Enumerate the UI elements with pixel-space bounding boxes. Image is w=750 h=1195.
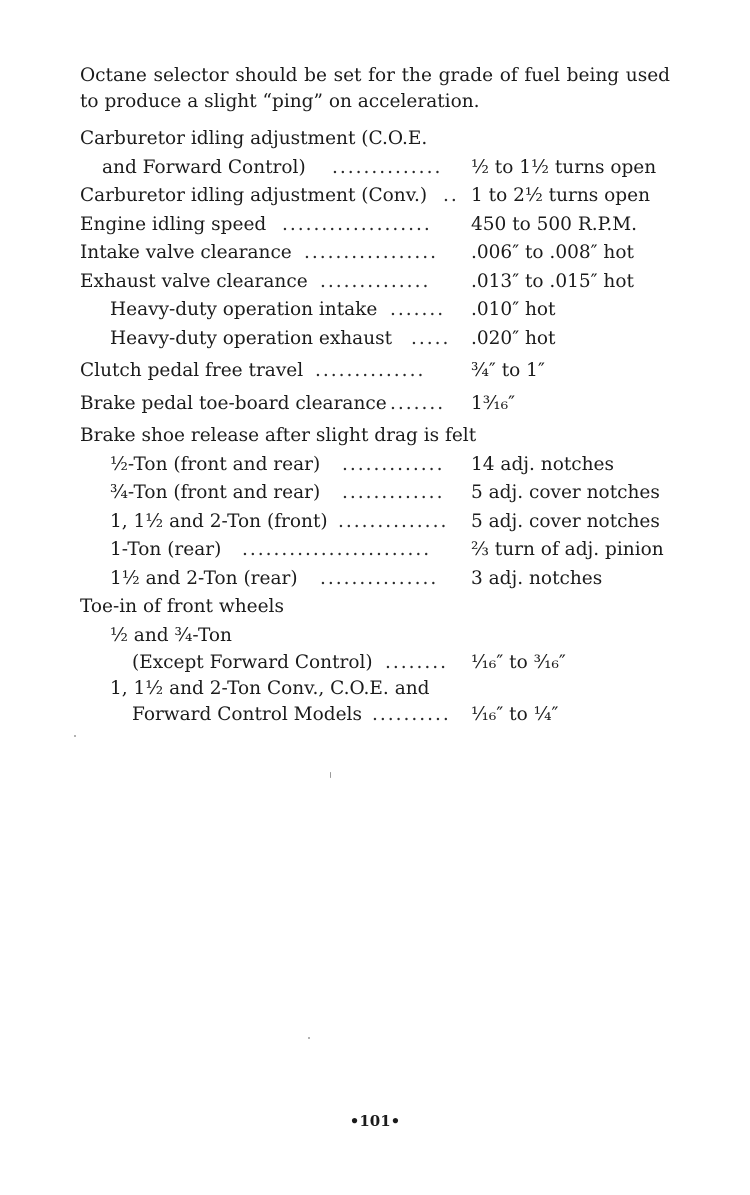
- spec-row: [80, 676, 680, 702]
- spec-value: ⅔ turn of adj. pinion: [471, 539, 664, 560]
- spec-row: [80, 593, 680, 622]
- spec-row: [80, 479, 680, 508]
- spec-row: [80, 650, 680, 676]
- spec-row: [80, 508, 680, 537]
- spec-value: 5 adj. cover notches: [471, 482, 660, 503]
- spec-value: .013″ to .015″ hot: [471, 270, 634, 292]
- leader-dots: ..............: [332, 156, 443, 178]
- page-number: •101•: [349, 1112, 401, 1130]
- spec-value: ¹⁄₁₆″ to ³⁄₁₆″: [471, 652, 566, 673]
- spec-value: 5 adj. cover notches: [471, 510, 660, 532]
- spec-row: [80, 268, 680, 297]
- spec-label: ¾-Ton (front and rear): [110, 482, 321, 503]
- spec-value: ½ to 1½ turns open: [471, 156, 657, 178]
- spec-label: Exhaust valve clearance: [80, 270, 308, 292]
- leader-dots: ........: [385, 652, 449, 673]
- leader-dots: ..............: [338, 510, 449, 532]
- spec-row: [80, 451, 680, 480]
- spec-label: Brake shoe release after slight drag is felt: [80, 425, 477, 446]
- spec-label: 1, 1½ and 2-Ton (front): [110, 510, 328, 532]
- spec-row: [80, 565, 680, 594]
- spec-label: Heavy-duty operation intake: [110, 299, 378, 320]
- spec-label: Forward Control Models: [132, 704, 362, 725]
- spec-row: [80, 390, 680, 419]
- spec-value: 3 adj. notches: [471, 567, 603, 589]
- spec-label: Clutch pedal free travel: [80, 360, 304, 381]
- spec-value: .006″ to .008″ hot: [471, 242, 634, 263]
- spec-label: Intake valve clearance: [80, 242, 292, 263]
- spec-label: Heavy-duty operation exhaust: [110, 327, 393, 349]
- leader-dots: .....: [411, 327, 451, 349]
- spec-value: 1³⁄₁₆″: [471, 392, 516, 414]
- spec-label: Carburetor idling adjustment (Conv.): [80, 185, 428, 206]
- leader-dots: ..............: [320, 270, 431, 292]
- spec-row: [80, 357, 680, 386]
- leader-dots: ..........: [372, 704, 451, 725]
- spec-row: [80, 296, 680, 325]
- leader-dots: ........................: [242, 539, 432, 560]
- spec-value: 14 adj. notches: [471, 453, 614, 475]
- spec-label: ½-Ton (front and rear): [110, 453, 321, 475]
- leader-dots: ...............: [320, 567, 439, 589]
- paper-speck: [330, 772, 331, 778]
- spec-value: .010″ hot: [471, 299, 556, 320]
- leader-dots: .......: [390, 299, 446, 320]
- spec-row: [80, 702, 680, 728]
- spec-label: and Forward Control): [102, 156, 306, 178]
- spec-label: 1-Ton (rear): [110, 539, 222, 560]
- spec-value: ¹⁄₁₆″ to ¼″: [471, 704, 559, 725]
- spec-row: [80, 182, 680, 211]
- leader-dots: ..: [443, 185, 459, 206]
- leader-dots: .............: [342, 482, 445, 503]
- paper-speck: [74, 735, 76, 737]
- spec-label: 1, 1½ and 2-Ton Conv., C.O.E. and: [110, 678, 430, 699]
- spec-value: .020″ hot: [471, 327, 556, 349]
- spec-row: [80, 536, 680, 565]
- spec-value: ¾″ to 1″: [471, 360, 545, 381]
- spec-label: Toe-in of front wheels: [80, 596, 284, 617]
- spec-label: 1½ and 2-Ton (rear): [110, 567, 298, 589]
- spec-label: Carburetor idling adjustment (C.O.E.: [80, 128, 428, 149]
- leader-dots: ..............: [315, 360, 426, 381]
- spec-value: 450 to 500 R.P.M.: [471, 213, 638, 235]
- spec-row: [80, 211, 680, 240]
- spec-label: ½ and ¾-Ton: [110, 624, 232, 646]
- spec-label: Engine idling speed: [80, 213, 267, 235]
- specifications-list: [80, 125, 680, 728]
- spec-row: [80, 125, 680, 154]
- spec-row: [80, 325, 680, 354]
- spec-row: [80, 154, 680, 183]
- paper-speck: [308, 1037, 310, 1039]
- spec-row: [80, 239, 680, 268]
- leader-dots: ...................: [282, 213, 432, 235]
- spec-label: (Except Forward Control): [132, 652, 373, 673]
- spec-label: Brake pedal toe-board clearance: [80, 392, 387, 414]
- spec-row: [80, 422, 680, 451]
- leader-dots: .................: [304, 242, 438, 263]
- leader-dots: .......: [390, 392, 446, 414]
- spec-value: 1 to 2½ turns open: [471, 185, 651, 206]
- octane-selector-note: Octane selector should be set for the grade of fuel being used to produce a slight “ping” on acceleration.: [80, 65, 670, 112]
- leader-dots: .............: [342, 453, 445, 475]
- spec-row: [80, 622, 680, 651]
